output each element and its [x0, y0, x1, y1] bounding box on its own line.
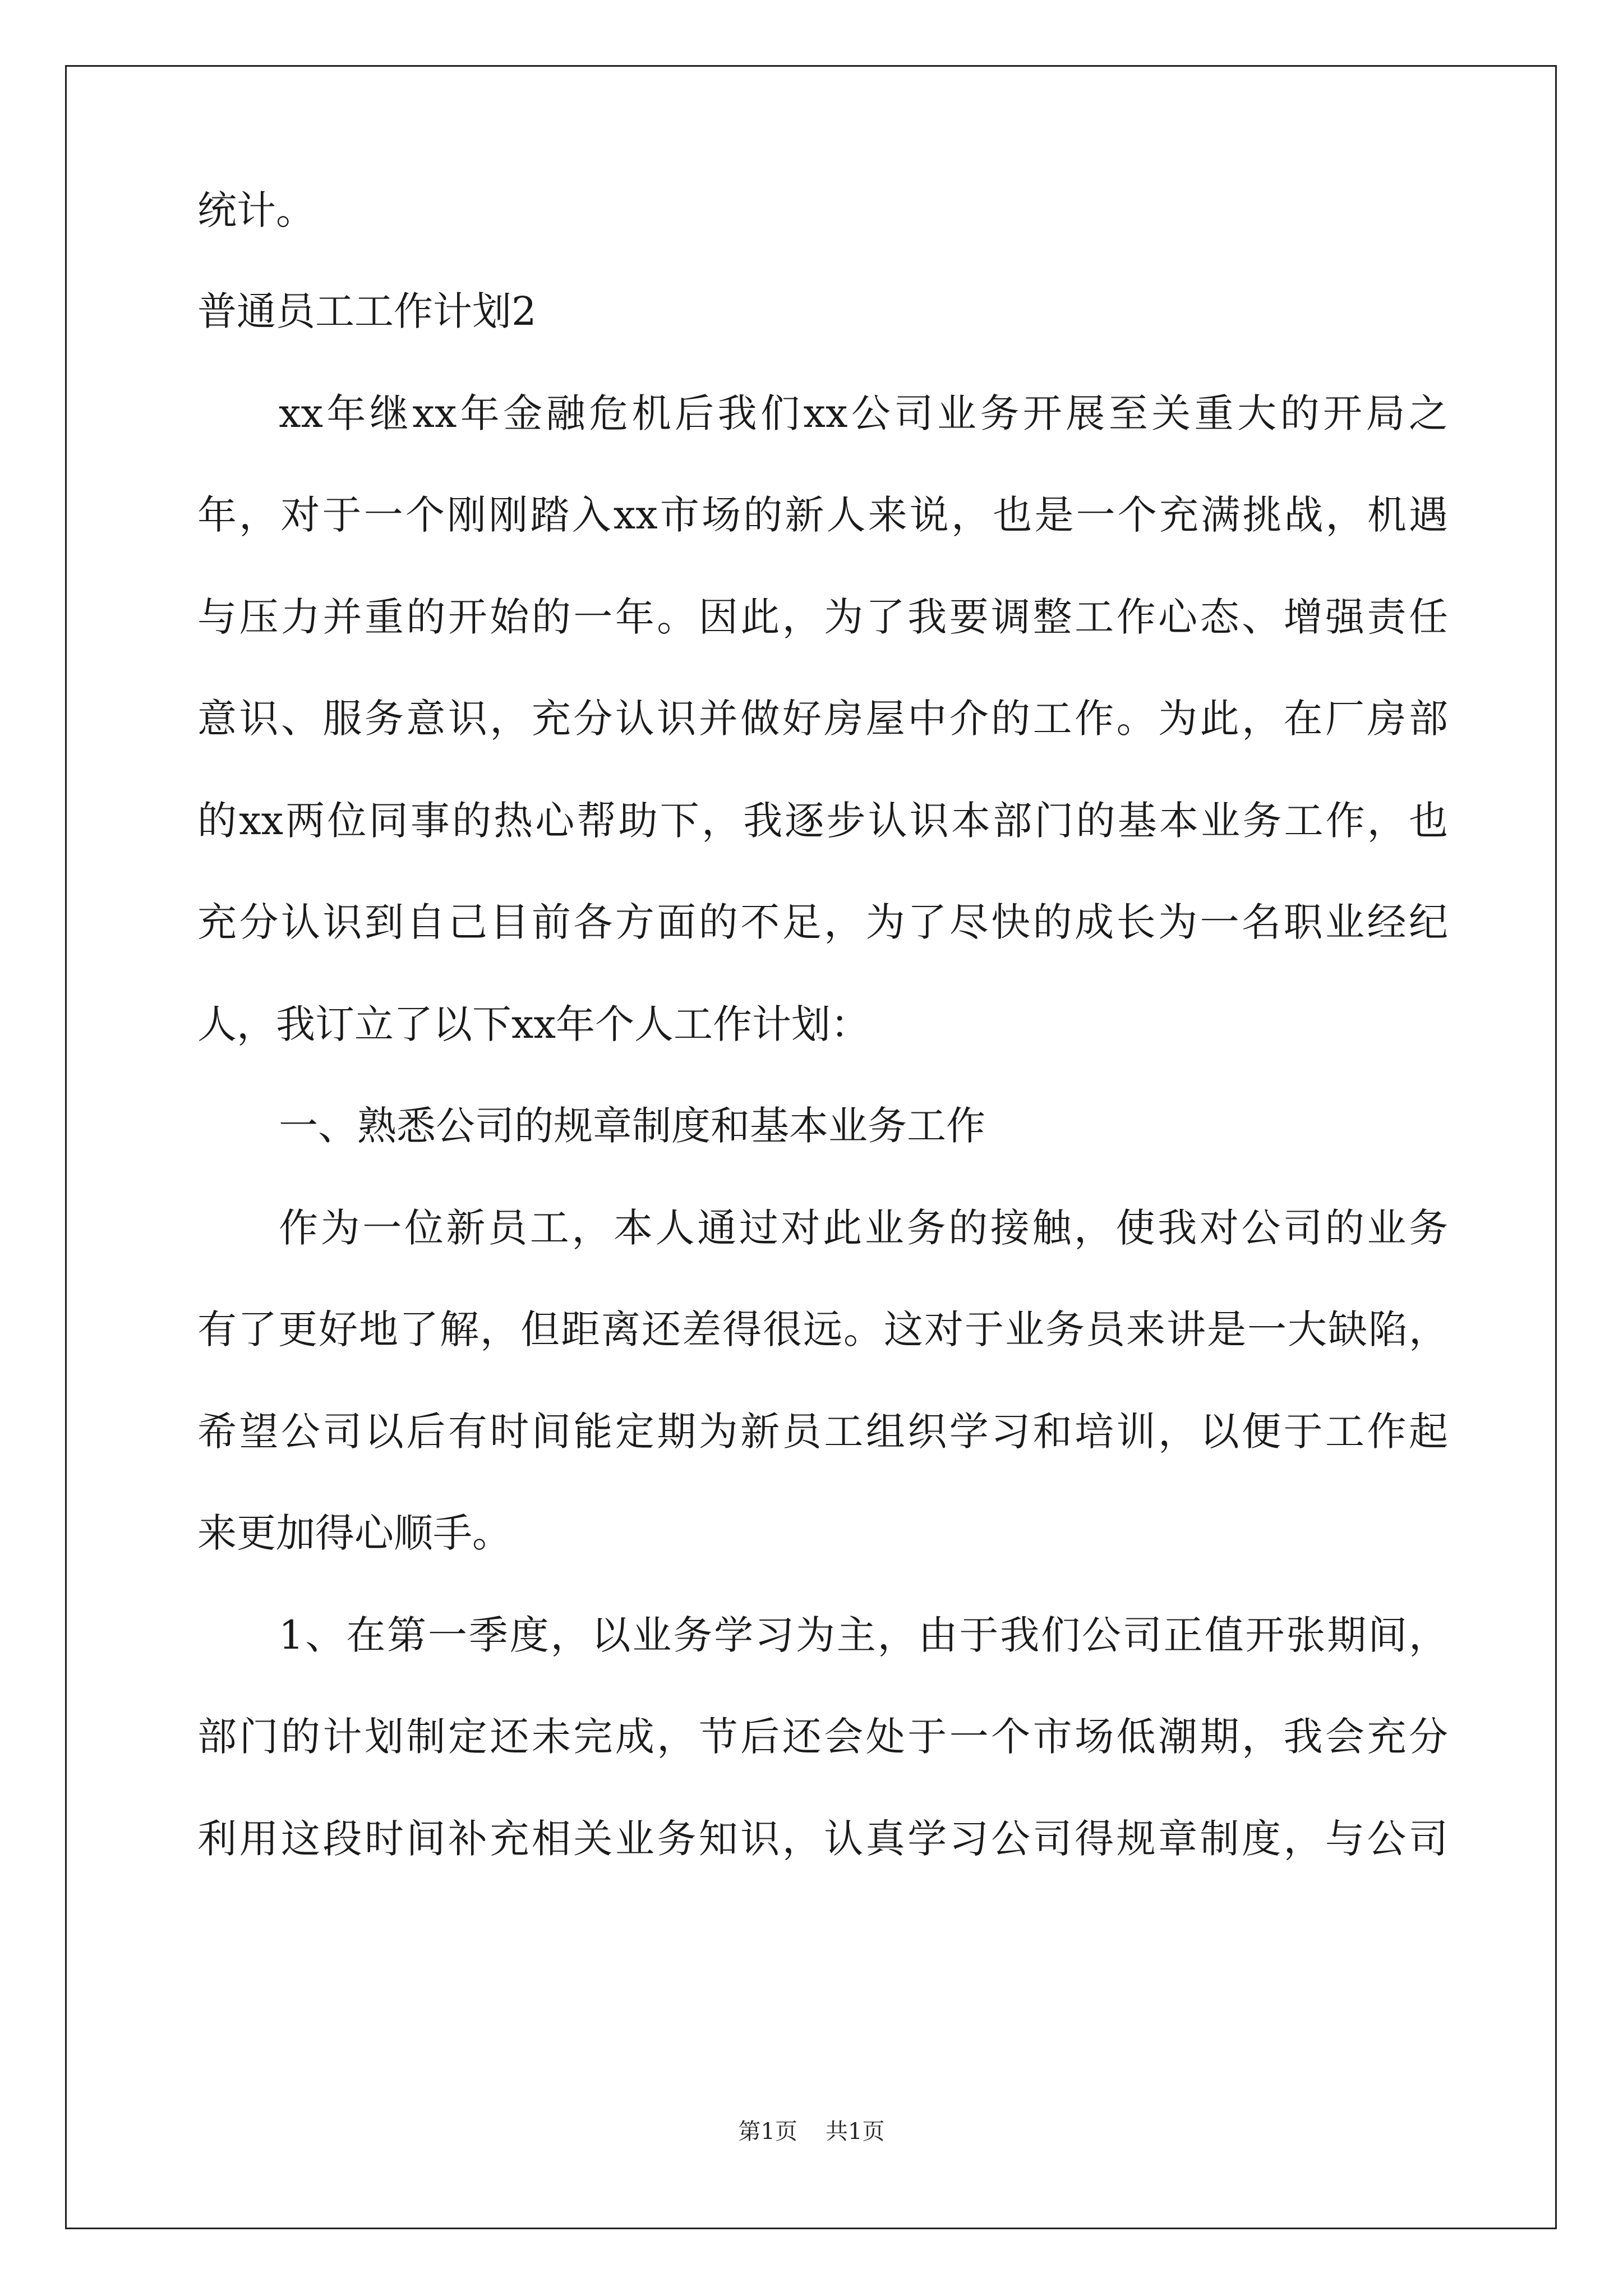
subsection-title: 一、熟悉公司的规章制度和基本业务工作 — [279, 1103, 985, 1149]
text-line: 年，对于一个刚刚踏入xx市场的新人来说，也是一个充满挑战，机遇 — [197, 492, 1448, 538]
page-footer — [0, 2115, 1623, 2148]
page-number-total: 共1页 — [826, 2119, 885, 2145]
text-line: 作为一位新员工，本人通过对此业务的接触，使我对公司的业务 — [279, 1205, 1448, 1251]
text-line: 意识、服务意识，充分认识并做好房屋中介的工作。为此，在厂房部 — [197, 696, 1448, 742]
text-line: 希望公司以后有时间能定期为新员工组织学习和培训，以便于工作起 — [197, 1409, 1448, 1455]
text-line: 人，我订立了以下xx年个人工作计划： — [197, 1001, 870, 1047]
text-line: 部门的计划制定还未完成，节后还会处于一个市场低潮期，我会充分 — [197, 1714, 1448, 1760]
text-line: 与压力并重的开始的一年。因此，为了我要调整工作心态、增强责任 — [197, 594, 1448, 640]
text-line: 充分认识到自己目前各方面的不足，为了尽快的成长为一名职业经纪 — [197, 899, 1448, 945]
text-line: 统计。 — [197, 187, 315, 233]
text-line: 利用这段时间补充相关业务知识，认真学习公司得规章制度，与公司 — [197, 1816, 1448, 1862]
text-line: xx年继xx年金融危机后我们xx公司业务开展至关重大的开局之 — [279, 390, 1448, 436]
text-line: 来更加得心顺手。 — [197, 1510, 511, 1556]
page-number-current: 第1页 — [738, 2119, 797, 2145]
text-line: 的xx两位同事的热心帮助下，我逐步认识本部门的基本业务工作，也 — [197, 798, 1448, 844]
text-line: 有了更好地了解，但距离还差得很远。这对于业务员来讲是一大缺陷， — [197, 1306, 1448, 1352]
text-line: 1、在第一季度，以业务学习为主，由于我们公司正值开张期间， — [279, 1612, 1448, 1658]
section-title: 普通员工工作计划2 — [197, 288, 537, 334]
